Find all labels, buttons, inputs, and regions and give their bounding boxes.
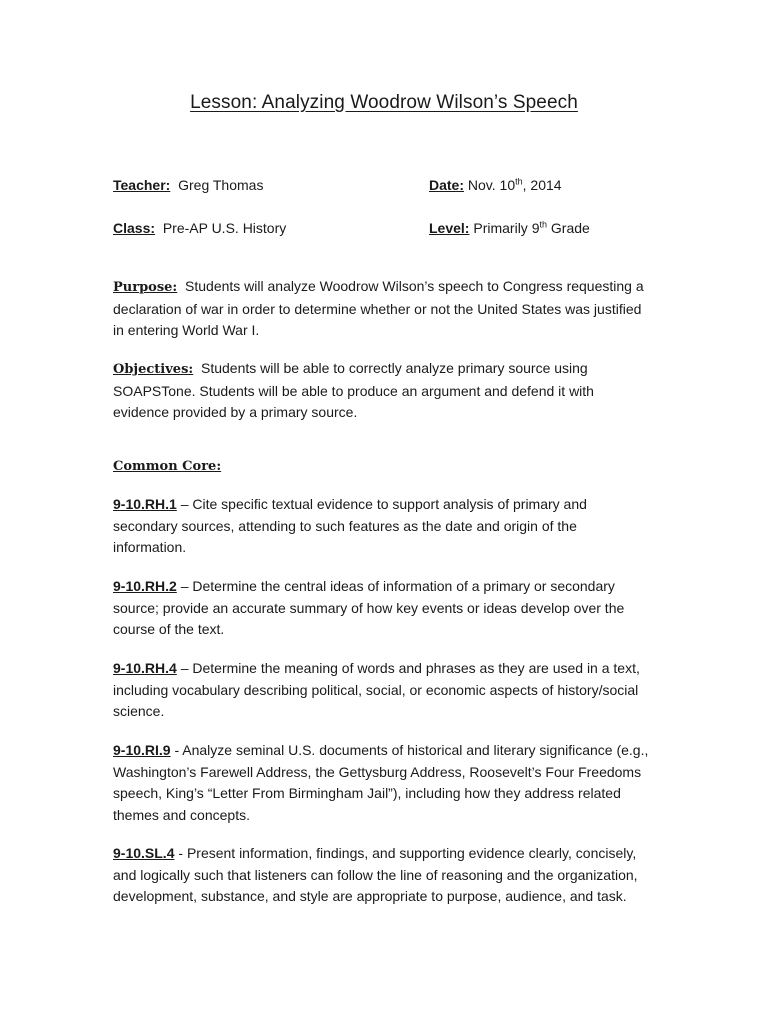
class-field [113, 220, 286, 236]
purpose-text: Students will analyze Woodrow Wilson’s speech to Congress requesting a declaration of war in order to determine whether or not the United States was justified in entering World War I. [113, 278, 644, 338]
objectives-paragraph [113, 358, 653, 424]
date-label: Date: [429, 177, 465, 193]
purpose-label: Purpose: [113, 280, 178, 295]
standard-item: 9-10.RH.4 – Determine the meaning of words and phrases as they are used in a text, including vocabulary describing political, social, or economic aspects of history/social science. [113, 660, 640, 719]
class-label: Class: [113, 220, 156, 236]
level-label: Level: [429, 220, 470, 236]
standard-item: 9-10.RH.1 – Cite specific textual evidence to support analysis of primary and secondary sources, attending to such features as the date and origin of the information. [113, 496, 587, 555]
standard-item: 9-10.RH.2 – Determine the central ideas of information of a primary or secondary source; provide an accurate summary of how key events or ideas develop over the course of the text. [113, 578, 625, 637]
purpose-paragraph [113, 276, 653, 342]
standard-item: 9-10.SL.4 - Present information, findings, and supporting evidence clearly, concisely, and logically such that listeners can follow the line of reasoning and the organization, development, substance, and style are appropriate to purpose, audience, and task. [113, 845, 638, 904]
standard-item: 9-10.RI.9 - Analyze seminal U.S. documents of historical and literary significance (e.g., Washington’s Farewell Address, the Gettysburg Address, Roosevelt’s Four Freedoms speech, King’s “Letter From Birmingham Jail”), including how they address related themes and concepts. [113, 742, 649, 823]
standard-text: Determine the meaning of words and phrases as they are used in a text, including vocabulary describing political, social, or economic aspects of history/social science. [113, 660, 640, 719]
common-core-heading: Common Core: [113, 459, 222, 474]
standard-code: 9-10.RH.4 [113, 660, 177, 676]
standard-code: 9-10.RH.2 [113, 578, 177, 594]
objectives-label: Objectives: [113, 362, 194, 377]
standard-code: 9-10.RH.1 [113, 496, 177, 512]
teacher-label: Teacher: [113, 177, 171, 193]
class-value: Pre-AP U.S. History [162, 220, 287, 236]
standard-text: Present information, findings, and supporting evidence clearly, concisely, and logically such that listeners can follow the line of reasoning and the organization, development, substance, and style are appropriate to purpose, audience, and task. [113, 845, 638, 904]
standard-code: 9-10.RI.9 [113, 742, 171, 758]
level-value: Primarily 9th Grade [473, 219, 590, 236]
objectives-text: Students will be able to correctly analyze primary source using SOAPSTone. Students will be able to produce an argument and defend it with evidence provided by a primary source. [113, 360, 594, 420]
lesson-title: Lesson: Analyzing Woodrow Wilson’s Speech [190, 92, 578, 113]
standard-code: 9-10.SL.4 [113, 845, 175, 861]
date-field [429, 177, 562, 193]
standard-text: Cite specific textual evidence to support analysis of primary and secondary sources, attending to such features as the date and origin of the information. [113, 496, 587, 555]
teacher-field [113, 177, 263, 193]
standard-text: Determine the central ideas of information of a primary or secondary source; provide an accurate summary of how key events or ideas develop over the course of the text. [113, 578, 625, 637]
standard-text: Analyze seminal U.S. documents of historical and literary significance (e.g., Washington’s Farewell Address, the Gettysburg Address, Roosevelt’s Four Freedoms speech, King’s “Letter From Birmingham Jail”), including how they address related themes and concepts. [113, 742, 649, 823]
level-field [429, 220, 590, 236]
teacher-value: Greg Thomas [178, 177, 264, 193]
date-value: Nov. 10th, 2014 [467, 176, 562, 193]
